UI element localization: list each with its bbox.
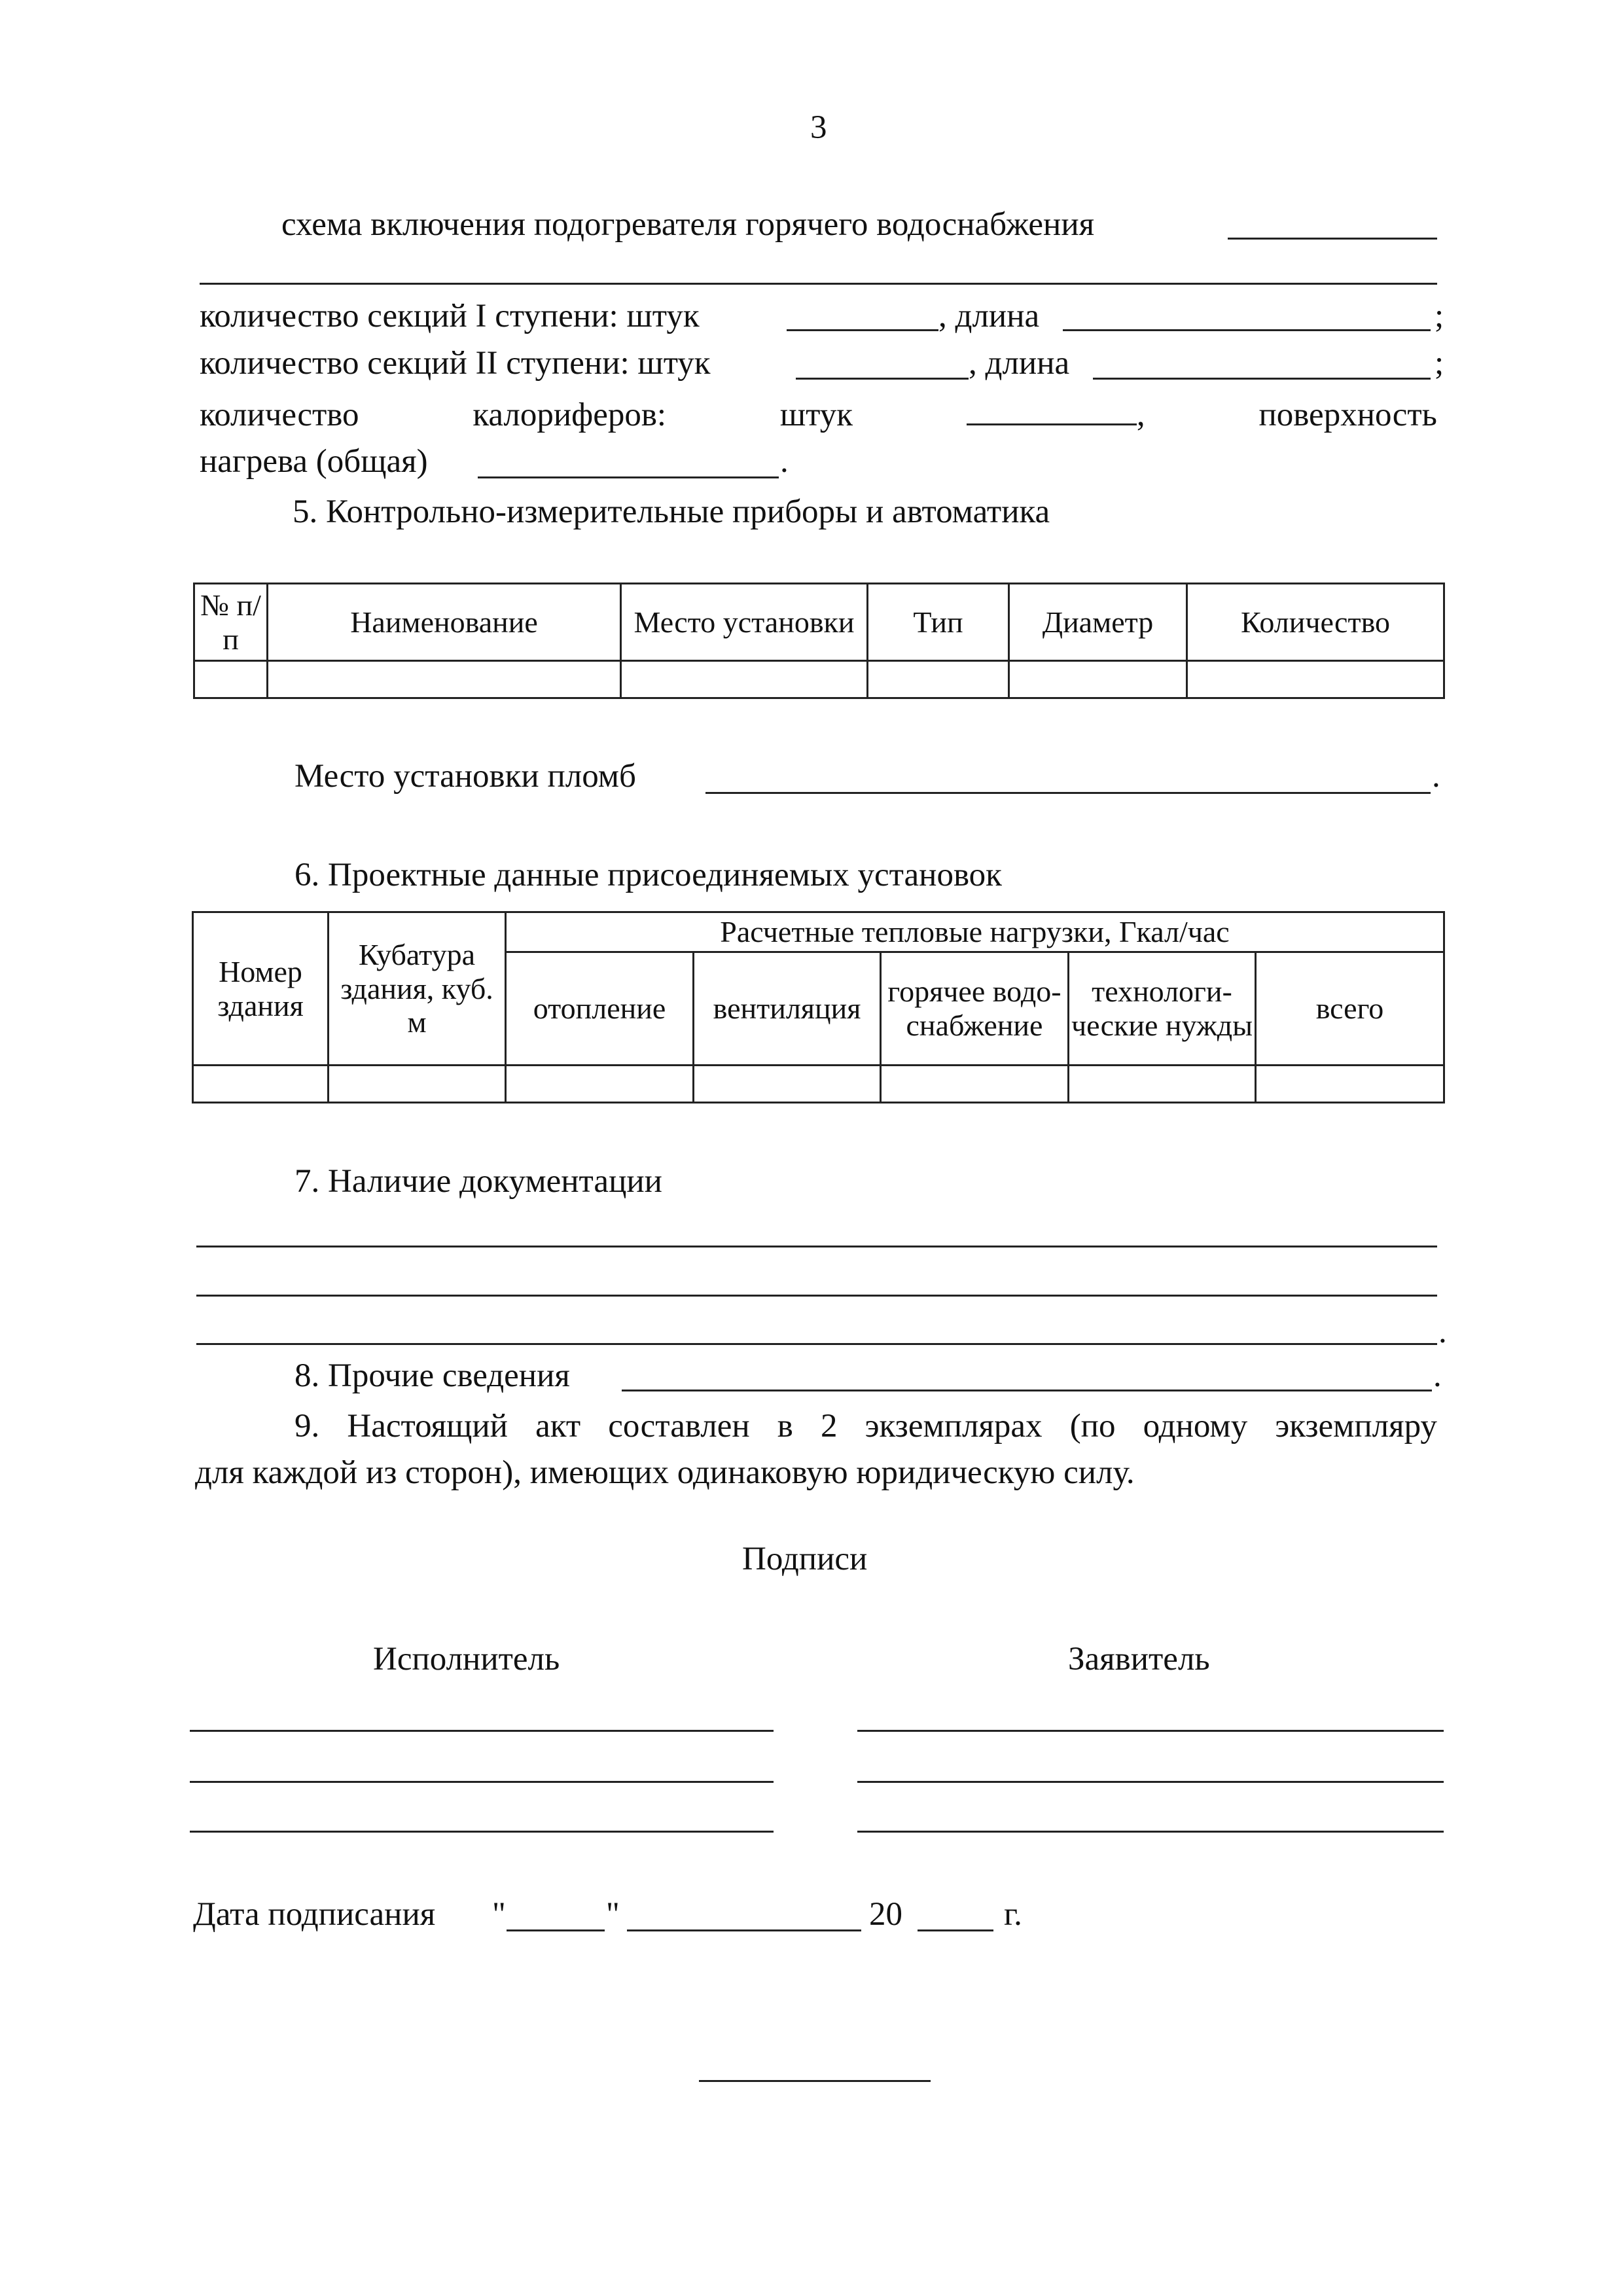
- table-row: [193, 1066, 1444, 1103]
- table-cell[interactable]: [506, 1066, 694, 1103]
- signing-date-label: Дата подписания: [193, 1896, 436, 1933]
- sections-stage2-length-blank[interactable]: [1093, 378, 1431, 380]
- date-quote-close: ": [606, 1896, 620, 1933]
- date-century: 20: [869, 1896, 902, 1933]
- section9-word: составлен: [608, 1408, 750, 1444]
- date-year-suffix: г.: [1004, 1896, 1022, 1933]
- col-header-num: № п/п: [194, 584, 268, 661]
- table-row: [194, 661, 1444, 698]
- documentation-line-3[interactable]: [196, 1343, 1437, 1345]
- table-cell[interactable]: [694, 1066, 881, 1103]
- instruments-table: [193, 583, 1445, 699]
- col-header-total: всего: [1256, 952, 1444, 1066]
- heaters-word-2: калориферов:: [473, 397, 667, 433]
- section9-word: акт: [535, 1408, 581, 1444]
- section8-end: .: [1433, 1357, 1442, 1394]
- section7-end: .: [1438, 1314, 1447, 1350]
- heaters-word-4: поверхность: [1258, 397, 1437, 433]
- sections-stage1-count-blank[interactable]: [787, 329, 938, 331]
- applicant-signature-line-1[interactable]: [857, 1730, 1444, 1732]
- heaters-word-1: количество: [200, 397, 359, 433]
- section9-line1: [294, 1407, 1437, 1445]
- col-header-ventilation: вентиляция: [694, 952, 881, 1066]
- section9-word: экземплярах: [865, 1408, 1043, 1444]
- sections-stage1-end: ;: [1435, 298, 1444, 334]
- table-cell[interactable]: [329, 1066, 506, 1103]
- table-cell[interactable]: [268, 661, 621, 698]
- section9-word: Настоящий: [347, 1408, 508, 1444]
- heaters-line: [200, 396, 1437, 434]
- date-month-blank[interactable]: [627, 1929, 861, 1931]
- heaters-end: .: [780, 443, 789, 480]
- section9-word: экземпляру: [1275, 1408, 1437, 1444]
- table-cell[interactable]: [193, 1066, 329, 1103]
- col-header-heating: отопление: [506, 952, 694, 1066]
- table-cell[interactable]: [881, 1066, 1069, 1103]
- table-cell[interactable]: [1256, 1066, 1444, 1103]
- heater-scheme-blank[interactable]: [1228, 238, 1437, 240]
- col-header-quantity: Количество: [1187, 584, 1444, 661]
- heaters-line2-label: нагрева (общая): [200, 443, 428, 480]
- date-quote-open: ": [492, 1896, 506, 1933]
- heaters-count-group: [967, 396, 1145, 434]
- signatures-title: Подписи: [742, 1541, 868, 1577]
- section6-title: 6. Проектные данные присоединяемых установок: [294, 857, 1002, 893]
- section9-line2: для каждой из сторон), имеющих одинаковую юридическую силу.: [195, 1454, 1135, 1491]
- sections-stage2-end: ;: [1435, 345, 1444, 382]
- sections-stage1-label: количество секций I ступени: штук: [200, 298, 700, 334]
- seal-place-blank[interactable]: [705, 792, 1431, 794]
- heaters-comma: ,: [1136, 397, 1145, 433]
- section7-title: 7. Наличие документации: [294, 1163, 662, 1200]
- table-cell[interactable]: [621, 661, 868, 698]
- col-header-name: Наименование: [268, 584, 621, 661]
- other-info-blank[interactable]: [622, 1390, 1432, 1391]
- section9-word: одному: [1143, 1408, 1248, 1444]
- table-cell[interactable]: [1009, 661, 1187, 698]
- heaters-count-blank[interactable]: [967, 397, 1137, 425]
- col-header-building-number: Номер здания: [193, 912, 329, 1066]
- col-header-loads: Расчетные тепловые нагрузки, Гкал/час: [506, 912, 1444, 952]
- executor-signature-line-1[interactable]: [190, 1730, 774, 1732]
- date-day-blank[interactable]: [507, 1929, 605, 1931]
- col-header-type: Тип: [868, 584, 1009, 661]
- section9-word: в: [777, 1408, 793, 1444]
- sections-stage1-length-blank[interactable]: [1063, 329, 1431, 331]
- heaters-surface-blank[interactable]: [478, 476, 779, 478]
- documentation-line-1[interactable]: [196, 1246, 1437, 1247]
- col-header-technological: технологи- ческие нужды: [1069, 952, 1256, 1066]
- heaters-word-3: штук: [779, 397, 853, 433]
- col-header-place: Место установки: [621, 584, 868, 661]
- executor-signature-line-3[interactable]: [190, 1831, 774, 1833]
- executor-signature-line-2[interactable]: [190, 1781, 774, 1783]
- date-year-blank[interactable]: [918, 1929, 993, 1931]
- seal-place-end: .: [1432, 758, 1440, 795]
- applicant-signature-line-2[interactable]: [857, 1781, 1444, 1783]
- section8-title: 8. Прочие сведения: [294, 1357, 570, 1394]
- table-cell[interactable]: [194, 661, 268, 698]
- executor-label: Исполнитель: [373, 1641, 560, 1677]
- heater-scheme-blank-2[interactable]: [200, 283, 1437, 285]
- col-header-volume: Кубатура здания, куб. м: [329, 912, 506, 1066]
- section9-word: 2: [821, 1408, 838, 1444]
- section9-word: 9.: [294, 1408, 320, 1444]
- sections-stage2-count-blank[interactable]: [796, 378, 969, 380]
- seal-place-label: Место установки пломб: [294, 758, 636, 795]
- table-cell[interactable]: [1069, 1066, 1256, 1103]
- section5-title: 5. Контрольно-измерительные приборы и автоматика: [293, 493, 1050, 530]
- heater-scheme-label: схема включения подогревателя горячего водоснабжения: [281, 206, 1095, 243]
- sections-stage1-length-label: , длина: [938, 298, 1040, 334]
- col-header-diameter: Диаметр: [1009, 584, 1187, 661]
- installations-table: [192, 911, 1445, 1103]
- applicant-label: Заявитель: [1068, 1641, 1210, 1677]
- table-cell[interactable]: [1187, 661, 1444, 698]
- bottom-separator: [699, 2080, 931, 2082]
- sections-stage2-length-label: , длина: [969, 345, 1070, 382]
- applicant-signature-line-3[interactable]: [857, 1831, 1444, 1833]
- sections-stage2-label: количество секций II ступени: штук: [200, 345, 711, 382]
- page-number: 3: [810, 109, 827, 146]
- section9-word: (по: [1069, 1408, 1116, 1444]
- documentation-line-2[interactable]: [196, 1295, 1437, 1297]
- col-header-hot-water: горячее водо- снабжение: [881, 952, 1069, 1066]
- table-cell[interactable]: [868, 661, 1009, 698]
